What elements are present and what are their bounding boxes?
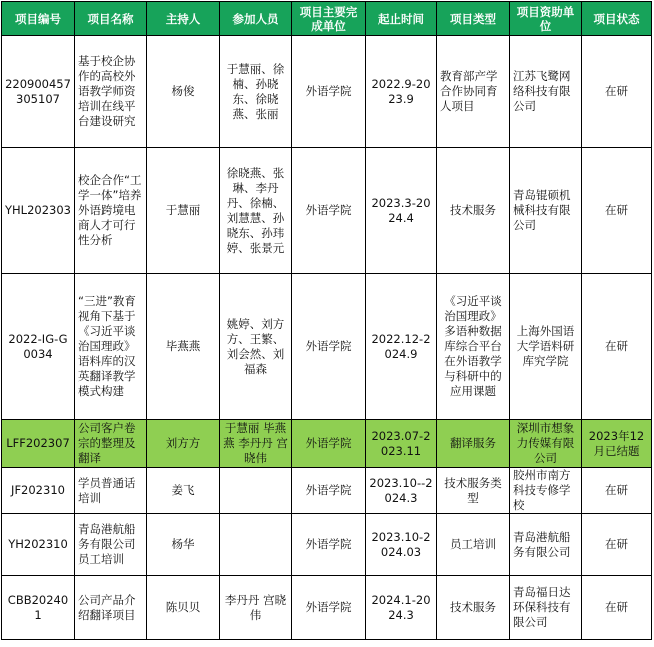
cell-name: 青岛港航船务有限公司员工培训 <box>75 514 147 576</box>
cell-host: 杨俊 <box>147 36 220 148</box>
cell-type: 教育部产学合作协同育人项目 <box>437 36 510 148</box>
cell-id: JF202310 <box>2 468 75 514</box>
cell-members <box>220 468 292 514</box>
cell-members: 李丹丹 宫晓伟 <box>220 576 292 640</box>
cell-type: 《习近平谈治国理政》多语种数据库综合平台在外语教学与科研中的应用课题 <box>437 274 510 420</box>
cell-period: 2023.07-2023.11 <box>366 420 437 468</box>
cell-period: 2022.9-2023.9 <box>366 36 437 148</box>
header-cell: 主持人 <box>147 2 220 36</box>
cell-host: 刘方方 <box>147 420 220 468</box>
cell-type: 技术服务 <box>437 576 510 640</box>
header-cell: 项目状态 <box>582 2 652 36</box>
cell-unit: 外语学院 <box>292 576 366 640</box>
cell-sponsor: 青岛福日达环保科技有限公司 <box>510 576 582 640</box>
cell-type: 翻译服务 <box>437 420 510 468</box>
cell-sponsor: 江苏飞鹭网络科技有限公司 <box>510 36 582 148</box>
cell-name: 学员普通话培训 <box>75 468 147 514</box>
cell-status: 在研 <box>582 514 652 576</box>
cell-status: 2023年12月已结题 <box>582 420 652 468</box>
cell-members: 姚婷、刘方方、王繁、刘会然、刘福森 <box>220 274 292 420</box>
cell-period: 2023.10-2024.03 <box>366 514 437 576</box>
table-row <box>2 148 652 274</box>
cell-id: 2022-IG-G0034 <box>2 274 75 420</box>
cell-id: 220900457305107 <box>2 36 75 148</box>
table-row <box>2 468 652 514</box>
cell-unit: 外语学院 <box>292 148 366 274</box>
cell-host: 陈贝贝 <box>147 576 220 640</box>
cell-sponsor: 深圳市想象力传媒有限公司 <box>510 420 582 468</box>
cell-type: 技术服务 <box>437 148 510 274</box>
header-cell: 参加人员 <box>220 2 292 36</box>
header-cell: 项目名称 <box>75 2 147 36</box>
cell-period: 2023.10--2024.3 <box>366 468 437 514</box>
cell-unit: 外语学院 <box>292 468 366 514</box>
table-row <box>2 576 652 640</box>
cell-name: 基于校企协作的高校外语教学师资培训在线平台建设研究 <box>75 36 147 148</box>
cell-id: LFF202307 <box>2 420 75 468</box>
header-cell: 项目主要完成单位 <box>292 2 366 36</box>
cell-name: 校企合作“工学一体”培养外语跨境电商人才可行性分析 <box>75 148 147 274</box>
table-row <box>2 514 652 576</box>
cell-id: CBB202401 <box>2 576 75 640</box>
cell-status: 在研 <box>582 468 652 514</box>
cell-period: 2022.12-2024.9 <box>366 274 437 420</box>
header-cell: 项目类型 <box>437 2 510 36</box>
cell-name: 公司客户卷宗的整理及翻译 <box>75 420 147 468</box>
cell-host: 姜飞 <box>147 468 220 514</box>
cell-sponsor: 青岛锟硕机械科技有限公司 <box>510 148 582 274</box>
cell-unit: 外语学院 <box>292 420 366 468</box>
cell-unit: 外语学院 <box>292 274 366 420</box>
header-cell: 项目资助单位 <box>510 2 582 36</box>
cell-members: 于慧丽 毕燕燕 李丹丹 宫晓伟 <box>220 420 292 468</box>
header-cell: 项目编号 <box>2 2 75 36</box>
cell-status: 在研 <box>582 576 652 640</box>
cell-members: 于慧丽、徐楠、孙晓东、徐晓燕、张丽 <box>220 36 292 148</box>
cell-id: YHL202303 <box>2 148 75 274</box>
cell-name: 公司产品介绍翻译项目 <box>75 576 147 640</box>
cell-type: 员工培训 <box>437 514 510 576</box>
cell-status: 在研 <box>582 148 652 274</box>
cell-sponsor: 青岛港航船务有限公司 <box>510 514 582 576</box>
cell-status: 在研 <box>582 274 652 420</box>
cell-period: 2024.1-2024.3 <box>366 576 437 640</box>
header-row <box>2 2 652 36</box>
cell-sponsor: 上海外国语大学语料研库究学院 <box>510 274 582 420</box>
cell-host: 于慧丽 <box>147 148 220 274</box>
cell-members <box>220 514 292 576</box>
cell-period: 2023.3-2024.4 <box>366 148 437 274</box>
cell-name: “三进”教育视角下基于《习近平谈治国理政》语料库的汉英翻译教学模式构建 <box>75 274 147 420</box>
header-cell: 起止时间 <box>366 2 437 36</box>
project-table <box>1 1 652 640</box>
table-row <box>2 274 652 420</box>
table-row <box>2 36 652 148</box>
cell-host: 杨华 <box>147 514 220 576</box>
cell-host: 毕燕燕 <box>147 274 220 420</box>
cell-sponsor: 胶州市南方科技专修学校 <box>510 468 582 514</box>
table-row-highlighted <box>2 420 652 468</box>
cell-id: YH202310 <box>2 514 75 576</box>
cell-status: 在研 <box>582 36 652 148</box>
cell-unit: 外语学院 <box>292 514 366 576</box>
cell-unit: 外语学院 <box>292 36 366 148</box>
cell-members: 徐晓燕、张琳、李丹丹、徐楠、刘慧慧、孙晓东、孙玮婷、张景元 <box>220 148 292 274</box>
cell-type: 技术服务类型 <box>437 468 510 514</box>
